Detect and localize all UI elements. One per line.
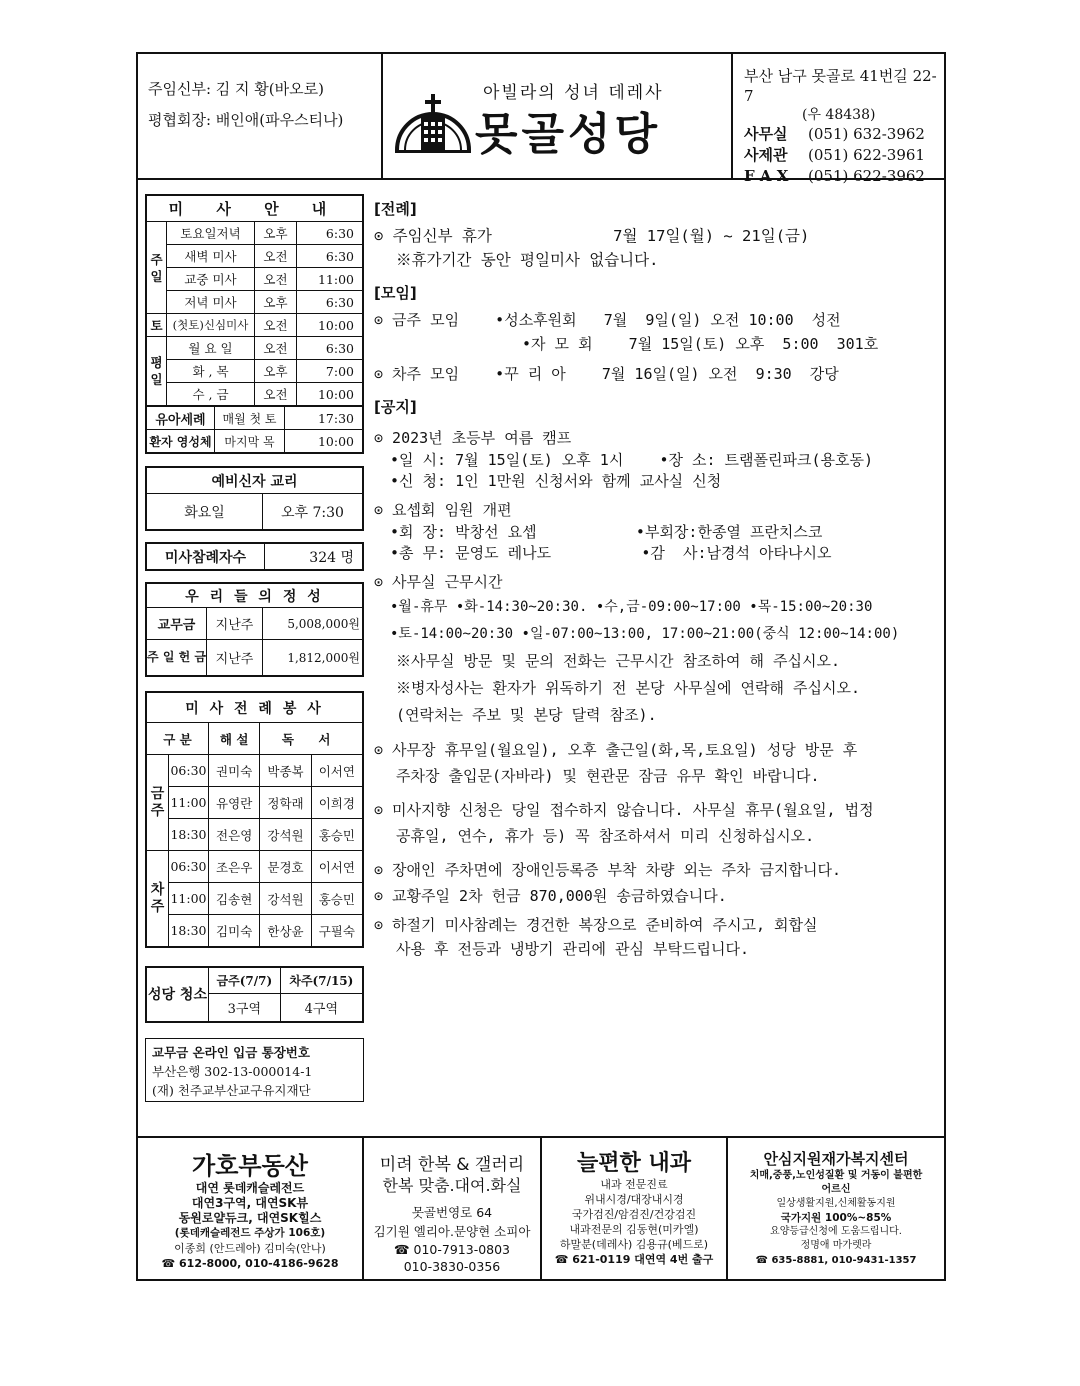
council-president: 평협회장: 배인애(파우스티나) [148, 111, 344, 129]
this-week-label: 금주 [147, 755, 169, 851]
notice-line: ⊙ 장애인 주차면에 장애인등록증 부착 차량 외는 주차 금지합니다. [374, 861, 842, 879]
catechumen-time: 오후 7:30 [263, 494, 363, 530]
attendance-label: 미사참례자수 [147, 544, 265, 570]
notice-line: 사용 후 전등과 냉방기 관리에 관심 부탁드립니다. [396, 940, 750, 958]
notice-line: •총 무: 문영도 레나도 •감 사:남경석 아타나시오 [390, 544, 832, 562]
ad-real-estate: 가호부동산 대연 롯데캐슬레전드 대연3구역, 대연SK뷰 동원로얄듀크, 대연SK힐스 (롯데캐슬레전드 주상가 106호) 이종희 (안드레아) 김미숙(안나) ☎ 612-8000, 010-4186-9628 [138, 1138, 364, 1281]
liturgy-servers-box: 미 사 전 례 봉 사 구 분 해 설 독 서 금주 06:30 권미숙 박종복 이서연 11:00 유영란 정학래 이희경 18:30 전은영 강석원 홍승민 차주 06:30 조은우 문경호 이서연 11:00 김송현 강석원 홍승민 18:30 김미숙 한상윤 구필숙 [145, 691, 364, 948]
advertisements [138, 1136, 944, 1279]
bank-account: 부산은행 302-13-000014-1 [152, 1064, 313, 1079]
church-title-block [383, 54, 733, 178]
sunday-label: 주일 [147, 222, 167, 314]
contact-rectory: 사제관 (051) 622-3961 [744, 146, 925, 164]
attendance-box [145, 542, 364, 571]
ad-welfare-center: 안심지원재가복지센터 치매,중풍,노인성질환 및 거동이 불편한 어르신 일상생활지원,신체활동지원 국가지원 100%~85% 요양등급신청에 도움드립니다. 정명애 마가렛라 ☎ 635-8881, 010-9431-1357 [749, 1150, 923, 1266]
notice-line: •신 청: 1인 1만원 신청서와 함께 교사실 신청 [390, 472, 722, 490]
contact-office: 사무실 (051) 632-3962 [744, 125, 925, 143]
notice-heading: [공지] [374, 398, 417, 416]
zip-code: (우 48438) [802, 107, 876, 123]
pastor-name: 주임신부: 김 지 황(바오로) [148, 80, 324, 98]
servers-title: 미 사 전 례 봉 사 [147, 693, 363, 723]
notice-line: ⊙ 요셉회 임원 개편 [374, 501, 512, 519]
catechumen-title: 예비신자 교리 [147, 468, 363, 494]
catechumen-day: 화요일 [147, 494, 263, 530]
patron-saint: 아빌라의 성녀 데레사 [483, 83, 664, 103]
church-name: 못골성당 [475, 109, 662, 160]
notice-line: •월-휴무 •화-14:30~20:30. •수,금-09:00~17:00 •목-15:00~20:30 [390, 599, 873, 615]
notice-line: ⊙ 미사지향 신청은 당일 접수하지 않습니다. 사무실 휴무(월요일, 법정 [374, 801, 874, 819]
bank-account-box [145, 1038, 364, 1102]
contact-info [734, 54, 944, 185]
notice-line: 주차장 출입문(자바라) 및 현관문 잠금 유무 확인 바랍니다. [396, 767, 820, 785]
mass-schedule-table: 미 사 안 내 주일 토요일저녁 오후 6:30 새벽 미사 오전 6:30 교중 미사 오전 11:00 저녁 미사 오후 6:30 토 (첫토)신심미사 오전 10:00 평일 월 요 일 오전 6:30 화 , 목 오후 7:00 수 , 금 오전 10:00 [146, 195, 363, 406]
mass-schedule-title: 미 사 안 내 [147, 196, 363, 222]
ad-hanbok-gallery: 미려 한복 & 갤러리 한복 맞춤.대여.화실 못골번영로 64 김기원 엘리아.문양현 소피아 ☎ 010-7913-0803 010-3830-0356 [364, 1138, 542, 1281]
notice-line: •일 시: 7월 15일(토) 오후 1시 •장 소: 트램폴린파크(용호동) [390, 451, 874, 469]
cleaning-box: 성당 청소 금주(7/7) 차주(7/15) 3구역 4구역 [145, 966, 364, 1023]
notice-line: 공휴일, 연수, 휴가 등) 꼭 참조하셔서 미리 신청하십시오. [396, 827, 815, 845]
church-address: 부산 남구 못골로 41번길 22-7 [744, 67, 937, 105]
contact-fax: F A X (051) 622-3962 [744, 167, 925, 185]
cleaning-label: 성당 청소 [147, 968, 209, 1022]
notices-column [374, 198, 940, 961]
notice-line: ⊙ 하절기 미사참례는 경건한 복장으로 준비하여 주시고, 회합실 [374, 916, 818, 934]
notice-line: ※휴가기간 동안 평일미사 없습니다. [396, 251, 659, 269]
notice-line: •자 모 회 7월 15일(토) 오후 5:00 301호 [522, 335, 879, 353]
bulletin-header [138, 54, 944, 185]
notice-line: ⊙ 교황주일 2차 헌금 870,000원 송금하였습니다. [374, 887, 727, 905]
mass-schedule-box [145, 194, 364, 454]
next-week-label: 차주 [147, 851, 169, 947]
notice-line: ⊙ 주임신부 휴가 7월 17일(월) ~ 21일(금) [374, 227, 810, 245]
ad-internal-medicine: 늘편한 내과 내과 전문진료 위내시경/대장내시경 국가검진/암검진/건강검진 내과전문의 김동현(미카엘) 하말분(데레사) 김용규(베드로) ☎ 621-0119 대연역 4번 출구 [542, 1138, 728, 1281]
bank-title: 교무금 온라인 입금 통장번호 [152, 1045, 310, 1060]
notice-line: ⊙ 2023년 초등부 여름 캠프 [374, 429, 572, 447]
catechumen-box [145, 466, 364, 531]
bank-holder: (재) 천주교부산교구유지재단 [152, 1083, 311, 1098]
notice-line: ⊙ 사무장 휴무일(월요일), 오후 출근일(화,목,토요일) 성당 방문 후 [374, 741, 858, 759]
notice-line: (연락처는 주보 및 본당 달력 참조). [396, 706, 657, 724]
notice-line: ※병자성사는 환자가 위독하기 전 본당 사무실에 연락해 주십시오. [396, 679, 860, 697]
church-logo-icon [393, 90, 473, 160]
notice-line: ⊙ 사무실 근무시간 [374, 573, 503, 591]
offering-box: 우 리 들 의 정 성 교무금 지난주 5,008,000원 주 일 헌 금 지난주 1,812,000원 [145, 582, 364, 677]
notice-line: ※사무실 방문 및 문의 전화는 근무시간 참조하여 해 주십시오. [396, 652, 841, 670]
notice-line: ⊙ 금주 모임 •성소후원회 7월 9일(일) 오전 10:00 성전 [374, 311, 841, 329]
attendance-value: 324 명 [265, 544, 363, 570]
notice-line: ⊙ 차주 모임 •꾸 리 아 7월 16일(일) 오전 9:30 강당 [374, 365, 839, 383]
meeting-heading: [모임] [374, 284, 417, 302]
clergy-info [138, 54, 383, 178]
offering-title: 우 리 들 의 정 성 [147, 584, 363, 608]
sacrament-table: 유아세례 매월 첫 토 17:30 환자 영성체 마지막 목 10:00 [146, 406, 363, 453]
bulletin-page [136, 52, 946, 1281]
notice-line: •회 장: 박창선 요셉 •부회장:한종열 프란치스코 [390, 523, 823, 541]
weekday-label: 평일 [147, 337, 167, 406]
liturgy-heading: [전례] [374, 200, 417, 218]
notice-line: •토-14:00~20:30 •일-07:00~13:00, 17:00~21:00(중식 12:00~14:00) [390, 626, 900, 642]
